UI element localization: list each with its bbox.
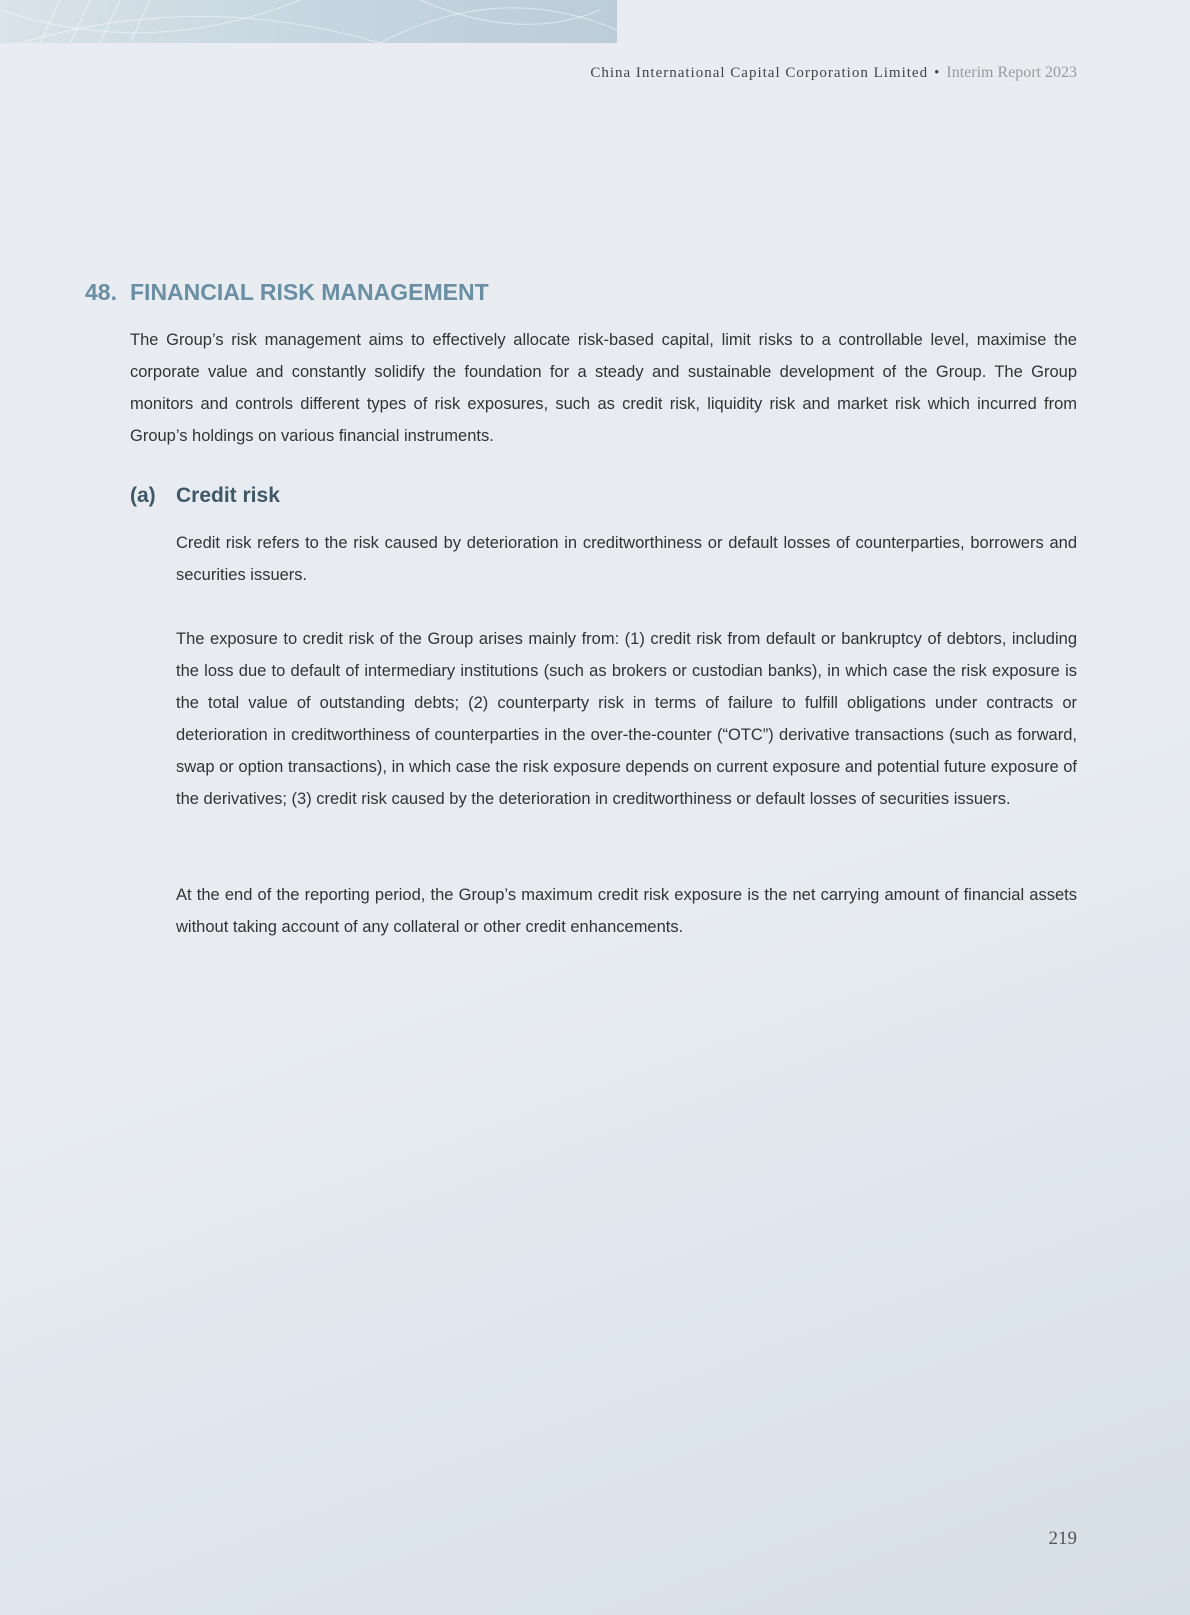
separator-dot: • [934,65,941,81]
company-name: China International Capital Corporation Limited [590,65,929,81]
subsection-heading [130,484,280,508]
paragraph: At the end of the reporting period, the Group’s maximum credit risk exposure is the net carrying amount of financial assets without taking account of any collateral or other credit enhancements. [176,886,1077,936]
paragraph: The exposure to credit risk of the Group arises mainly from: (1) credit risk from default or bankruptcy of debtors, including the loss due to default of intermediary institutions (such as brokers or custodian banks), in which case the risk exposure is the total value of outstanding debts; (2) counterparty risk in terms of failure to fulfill obligations under contracts or deterioration in creditworthiness of counterparties in the over-the-counter (“OTC”) derivative transactions (such as forward, swap or option transactions), in which case the risk exposure depends on current exposure and potential future exposure of the derivatives; (3) credit risk caused by the deterioration in creditworthiness or default losses of securities issuers. [176,630,1077,808]
subsection-label: (a) [130,484,156,507]
subsection-title: Credit risk [176,484,280,507]
intro-paragraph: The Group’s risk management aims to effectively allocate risk-based capital, limit risks to a controllable level, maximise the corporate value and constantly solidify the foundation for a steady and sustainable development of the Group. The Group monitors and controls different types of risk exposures, such as credit risk, liquidity risk and market risk which incurred from Group’s holdings on various financial instruments. [130,331,1077,445]
section-heading [85,279,489,306]
page-number: 219 [1048,1528,1077,1549]
section-title: FINANCIAL RISK MANAGEMENT [130,279,489,305]
section-number: 48. [85,279,117,305]
paragraph: Credit risk refers to the risk caused by deterioration in creditworthiness or default losses of counterparties, borrowers and securities issuers. [176,534,1077,584]
decorative-lines [0,0,617,43]
header-banner-image [0,0,617,43]
report-title: Interim Report 2023 [946,64,1077,81]
running-header [590,64,1077,82]
